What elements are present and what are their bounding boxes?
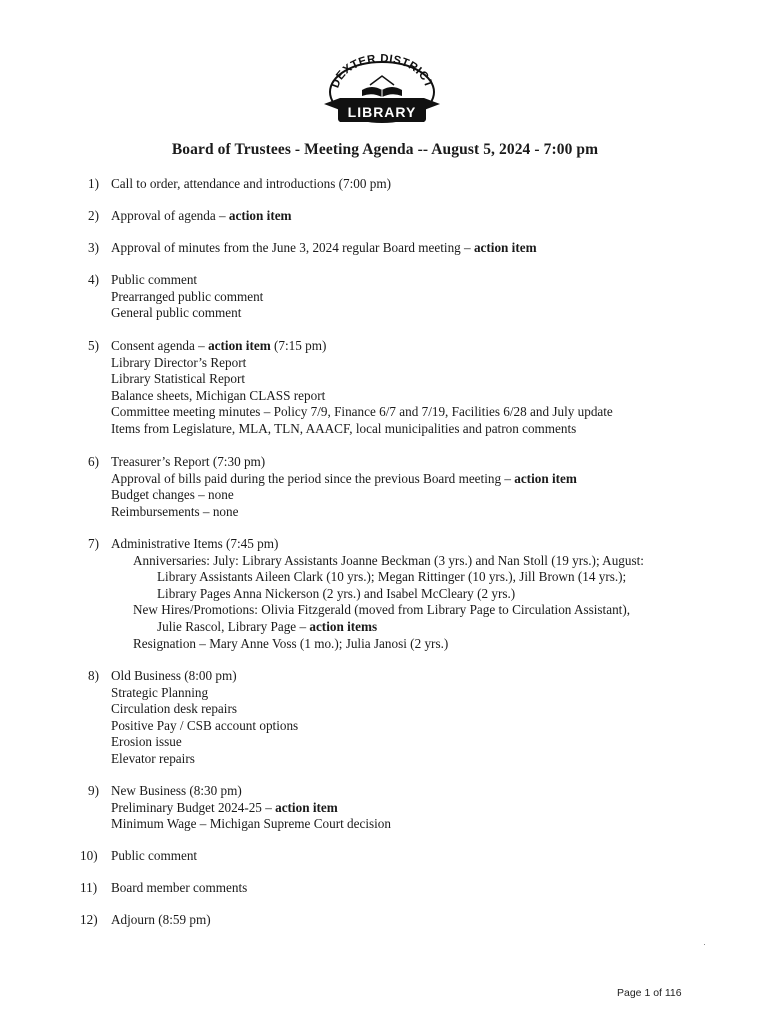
agenda-line xyxy=(111,800,391,817)
agenda-item-number: 10) xyxy=(80,848,98,863)
agenda-item-number: 11) xyxy=(80,880,98,895)
agenda-item-body xyxy=(111,272,263,322)
agenda-line xyxy=(111,208,292,225)
agenda-item-number: 2) xyxy=(88,208,99,223)
agenda-line xyxy=(111,388,613,405)
agenda-line xyxy=(111,355,613,372)
agenda-line xyxy=(111,668,298,685)
agenda-line-text: Approval of minutes from the June 3, 2024 regular Board meeting – xyxy=(111,240,474,255)
agenda-item-number: 12) xyxy=(80,912,98,927)
agenda-line xyxy=(111,305,263,322)
library-logo xyxy=(320,52,444,126)
agenda-line-text: General public comment xyxy=(111,305,242,321)
agenda-line-text: Julie Rascol, Library Page – xyxy=(157,618,310,634)
agenda-line xyxy=(111,718,298,735)
agenda-line-text: Adjourn (8:59 pm) xyxy=(111,912,211,927)
action-item-label: action item xyxy=(514,470,577,486)
agenda-item-body xyxy=(111,848,197,865)
agenda-line-text: Erosion issue xyxy=(111,734,182,750)
agenda-line xyxy=(111,421,613,438)
agenda-line-text: Public comment xyxy=(111,272,198,287)
agenda-line xyxy=(111,816,391,833)
agenda-item-number: 7) xyxy=(88,536,99,551)
agenda-line-text: New Hires/Promotions: Olivia Fitzgerald (moved from Library Page to Circulation Assistant), xyxy=(133,602,631,618)
agenda-line xyxy=(111,734,298,751)
agenda-line xyxy=(133,553,644,570)
action-item-label: action item xyxy=(473,240,537,255)
agenda-line xyxy=(133,602,644,619)
agenda-line xyxy=(133,636,644,653)
agenda-item-number: 8) xyxy=(88,668,99,683)
agenda-line-text: Minimum Wage – Michigan Supreme Court decision xyxy=(111,816,391,832)
agenda-line-text: Library Statistical Report xyxy=(111,371,246,387)
agenda-line xyxy=(111,848,197,865)
agenda-line xyxy=(111,751,298,768)
agenda-line-text: Elevator repairs xyxy=(111,750,195,766)
agenda-line-text: Call to order, attendance and introductions (7:00 pm) xyxy=(111,176,391,191)
agenda-line-text: Reimbursements – none xyxy=(111,503,239,519)
agenda-line xyxy=(111,783,391,800)
agenda-line xyxy=(157,569,644,586)
action-item-label: action item xyxy=(228,208,292,223)
agenda-line xyxy=(111,289,263,306)
agenda-line xyxy=(157,586,644,603)
agenda-line xyxy=(111,701,298,718)
agenda-item-number: 1) xyxy=(88,176,99,191)
agenda-line-text: Board member comments xyxy=(111,880,248,895)
scan-speck xyxy=(704,944,705,945)
agenda-line xyxy=(111,454,577,471)
agenda-line xyxy=(157,619,644,636)
action-item-label: action items xyxy=(309,618,378,634)
agenda-line-text: Treasurer’s Report (7:30 pm) xyxy=(111,454,266,469)
agenda-line xyxy=(111,504,577,521)
agenda-item-body xyxy=(111,454,577,520)
logo-arc-text: DEXTER DISTRICT xyxy=(329,52,435,90)
page-number: Page 1 of 116 xyxy=(617,987,682,999)
action-item-label: action item xyxy=(275,799,338,815)
agenda-line-text: Library Director’s Report xyxy=(111,354,247,370)
agenda-line xyxy=(111,536,644,553)
agenda-item-body xyxy=(111,240,537,257)
agenda-line xyxy=(111,272,263,289)
agenda-item-body xyxy=(111,176,391,193)
agenda-item-body xyxy=(111,668,298,768)
agenda-line-text: Strategic Planning xyxy=(111,684,209,700)
page-title: Board of Trustees - Meeting Agenda -- August 5, 2024 - 7:00 pm xyxy=(171,141,599,158)
agenda-line xyxy=(111,404,613,421)
agenda-line xyxy=(111,880,247,897)
agenda-line xyxy=(111,912,211,929)
agenda-item-body xyxy=(111,880,247,897)
agenda-line-suffix: (7:15 pm) xyxy=(270,338,327,353)
agenda-item-body xyxy=(111,783,391,833)
agenda-line-text: Resignation – Mary Anne Voss (1 mo.); Julia Janosi (2 yrs.) xyxy=(133,635,449,651)
agenda-line-text: Consent agenda – xyxy=(111,338,209,353)
agenda-line-text: Prearranged public comment xyxy=(111,288,264,304)
agenda-line-text: Approval of bills paid during the period since the previous Board meeting – xyxy=(111,470,515,486)
agenda-line-text: Administrative Items (7:45 pm) xyxy=(111,536,279,551)
agenda-line-text: Library Pages Anna Nickerson (2 yrs.) and Isabel McCleary (2 yrs.) xyxy=(157,585,516,601)
agenda-line-text: Library Assistants Aileen Clark (10 yrs.); Megan Rittinger (10 yrs.), Jill Brown (14 yrs.); xyxy=(157,569,627,585)
agenda-line-text: Budget changes – none xyxy=(111,487,234,503)
agenda-line xyxy=(111,685,298,702)
agenda-item-body xyxy=(111,338,613,438)
agenda-line-text: Old Business (8:00 pm) xyxy=(111,668,237,683)
agenda-line-text: Items from Legislature, MLA, TLN, AAACF, local municipalities and patron comments xyxy=(111,420,577,436)
agenda-item-number: 6) xyxy=(88,454,99,469)
agenda-item-body xyxy=(111,208,292,225)
agenda-line-text: Circulation desk repairs xyxy=(111,701,237,717)
agenda-line-text: Committee meeting minutes – Policy 7/9, Finance 6/7 and 7/19, Facilities 6/28 and July update xyxy=(111,404,613,420)
agenda-item-number: 3) xyxy=(88,240,99,255)
agenda-line xyxy=(111,240,537,257)
agenda-item-number: 5) xyxy=(88,338,99,353)
agenda-item-number: 9) xyxy=(88,783,99,798)
agenda-line-text: Public comment xyxy=(111,848,198,863)
agenda-item-body xyxy=(111,536,644,652)
agenda-line xyxy=(111,338,613,355)
agenda-line xyxy=(111,371,613,388)
agenda-item-body xyxy=(111,912,211,929)
agenda-item-number: 4) xyxy=(88,272,99,287)
agenda-line-text: Anniversaries: July: Library Assistants Joanne Beckman (3 yrs.) and Nan Stoll (19 yrs.); August: xyxy=(133,552,644,568)
action-item-label: action item xyxy=(208,338,271,353)
agenda-line xyxy=(111,487,577,504)
agenda-line-text: Balance sheets, Michigan CLASS report xyxy=(111,387,326,403)
agenda-line xyxy=(111,176,391,193)
agenda-line xyxy=(111,471,577,488)
logo-banner-text: LIBRARY xyxy=(347,104,417,120)
agenda-line-text: Approval of agenda – xyxy=(111,208,229,223)
agenda-line-text: New Business (8:30 pm) xyxy=(111,783,242,798)
agenda-line-text: Positive Pay / CSB account options xyxy=(111,717,299,733)
agenda-line-text: Preliminary Budget 2024-25 – xyxy=(111,799,276,815)
